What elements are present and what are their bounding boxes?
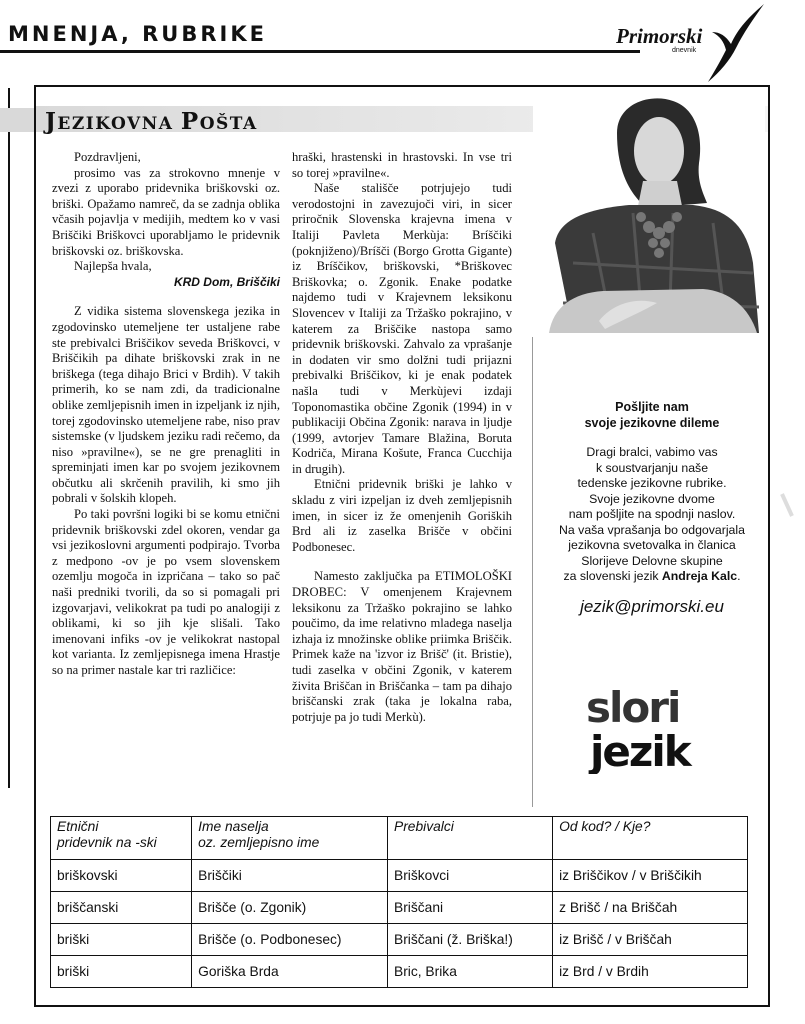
table-header-cell: Ime naselja oz. zemljepisno ime <box>192 817 388 860</box>
table-cell: briščanski <box>51 892 192 924</box>
sidebar-line: k soustvarjanju naše <box>595 460 709 475</box>
table-cell: Briškovci <box>388 860 553 892</box>
answer-paragraph: Po taki površni logiki bi se komu etnični pridevnik briškovski zdel okoren, vendar ga vsi jezikoslovni argumenti podpirajo. Tvorba z medpono -ov je po vsem slovenskem ozemlju mogoča in izpričana – tako so pač naši predniki tvorili, da so si pomagali pri izgovarjavi, velikokrat pa tudi po analogiji z oblikami, ki so jih kje slišali. Tako imenovani infiks -ov je velikokrat nastopal kot varianta. Iz zemljepisnega imena Hrastje so na primer nastale kar tri različice: <box>52 507 280 677</box>
slori-jezik-logo <box>582 684 722 774</box>
table-header-cell: Prebivalci <box>388 817 553 860</box>
author-photo <box>533 93 765 333</box>
table-cell: iz Briščikov / v Briščikih <box>553 860 748 892</box>
table-row <box>51 924 748 956</box>
table-cell: Brišče (o. Zgonik) <box>192 892 388 924</box>
seagull-icon <box>698 2 768 84</box>
table-cell: Briščani <box>388 892 553 924</box>
table-row <box>51 892 748 924</box>
sidebar-line: Dragi bralci, vabimo vas <box>586 445 718 459</box>
column-1 <box>52 150 280 679</box>
sidebar-line: Na vaša vprašanja bo odgovarjala <box>559 522 745 537</box>
sidebar-line: nam pošljite na spodnji naslov. <box>568 507 736 521</box>
left-edge-border <box>0 88 10 788</box>
etymology-paragraph: Namesto zaključka pa ETIMOLOŠKI DROBEC: V omenjenem Krajevnem leksikonu za Tržaško pokrajino se lahko poučimo, da ime relativno mladega naselja izhaja iz množinske oblike priimka Briščik. Primek kaže na 'izvor iz Brišč' (it. Bristie), tudi zaselka v občini Zgonik, v katerem živita Briščan in Briščanka – tam pa dihajo briščanski zrak (taka je lokalna raba, potrjuje pa jo tudi Merkù). <box>292 569 512 724</box>
letter-body: prosimo vas za strokovno mnenje v zvezi z uporabo pridevnika briškovski oz. briški. Opažamo namreč, da se zadnja oblika včasih pojavlja v medijih, medtem ko v vasi Briščiki Briškovci uporabljamo le pridevnik briškovski oz. briškovska. <box>52 165 280 258</box>
answer-paragraph: hraški, hrastenski in hrastovski. In vse tri so torej »pravilne«. <box>292 150 512 180</box>
title-initial-1: J <box>45 108 58 135</box>
title-part-1: EZIKOVNA <box>57 114 181 134</box>
table-header-cell: Od kod? / Kje? <box>553 817 748 860</box>
answer-paragraph: Etnični pridevnik briški je lahko v skladu z viri izpeljan iz dveh zemljepisnih imen, in sicer iz že omenjenih Goriških Brd ali iz zaselka Brišče v občini Podbonesec. <box>292 477 512 554</box>
table-header-row <box>51 817 748 860</box>
table-cell: briški <box>51 956 192 988</box>
answer-paragraph: Z vidika sistema slovenskega jezika in zgodovinsko utemeljene ter ustaljene rabe ste prebivalci Briščikov seveda Briškovci, v Briščikih pa dihate briškovski zrak in ne briškega (tega dihajo Brici v Brdih). V takih primerih, ko se nam zdi, da tradicionalne oblike zemljepisnih imen in izpeljank iz njih, torej zgodovinsko utemeljene rabe, niso prav sistemske (v ljudskem jeziku radi rečemo, da niso »pravilne«), se ne gre prenagliti in spreminjati imen kar po svojem jezikovnem občutku ali skrčenih pravilih, ki smo jih pobrali v šolskih klopeh. <box>52 304 280 506</box>
sidebar-title: Pošljite nam svoje jezikovne dileme <box>584 400 720 430</box>
contact-email[interactable]: jezik@primorski.eu <box>580 596 724 616</box>
article-title <box>45 108 258 135</box>
table-row <box>51 860 748 892</box>
table-header-cell: Etnični pridevnik na -ski <box>51 817 192 860</box>
table-cell: Bric, Brika <box>388 956 553 988</box>
sidebar-line: Svoje jezikovne dvome <box>589 491 715 506</box>
table-cell: iz Brd / v Brdih <box>553 956 748 988</box>
sidebar-line: jezikovna svetovalka in članica <box>568 538 736 552</box>
advisor-name: Andreja Kalc <box>661 569 738 583</box>
page-mark-icon <box>778 490 798 520</box>
sidebar-line: Slorijeve Delovne skupine <box>581 553 723 568</box>
header-rule <box>0 50 640 53</box>
title-part-2: OŠTA <box>199 114 258 134</box>
letter-closing: Najlepša hvala, <box>74 259 152 274</box>
sidebar-divider <box>532 337 533 807</box>
table-cell: briški <box>51 924 192 956</box>
section-title: MNENJA, RUBRIKE <box>8 22 267 46</box>
slori-logo-top: slori <box>586 684 680 732</box>
letter-greeting: Pozdravljeni, <box>74 150 141 164</box>
table-cell: z Brišč / na Briščah <box>553 892 748 924</box>
letter-signature: KRD Dom, Briščiki <box>173 274 280 289</box>
table-cell: iz Brišč / v Briščah <box>553 924 748 956</box>
column-2 <box>292 150 512 725</box>
table-cell: Briščiki <box>192 860 388 892</box>
table-row <box>51 956 748 988</box>
table-cell: Brišče (o. Podbonesec) <box>192 924 388 956</box>
left-grey-band <box>0 108 34 132</box>
sidebar <box>538 400 766 614</box>
sidebar-line: za slovenski jezik Andreja Kalc. <box>563 569 741 583</box>
title-initial-2: P <box>180 108 200 135</box>
newspaper-logo-sub: dnevnik <box>672 47 697 54</box>
table-cell: Goriška Brda <box>192 956 388 988</box>
slori-logo-bottom: jezik <box>590 727 690 774</box>
table-cell: Briščani (ž. Briška!) <box>388 924 553 956</box>
table-cell: briškovski <box>51 860 192 892</box>
place-names-table <box>50 816 748 988</box>
answer-paragraph: Naše stališče potrjujejo tudi verodostojni in zavezujoči viri, in sicer priročnik Slovenska krajevna imena v Italiji Pavleta Merkùja: Bríščiki (poknjiženo)/Bríšči (Borgo Grotta Gigante) iz Bríščikov, briškovski, *Briškovec Briškovka; o. Zgonik. Enake podatke najdemo tudi v Krajevnem leksikonu Slovencev v Italiji za Tržaško pokrajino, v katerem za Briščike nastopa samo pridevnik briškovski. Zahvalo za vprašanje in dodaten vir smo dolžni tudi prijazni prebivalki Briščikov, ki je enak podatek našla tudi v Merkùjevi izdaji Toponomastika občine Zgonik (1994) in v publikaciji Občina Zgonik: narava in ljudje (1999, avtorjev Tamare Blažina, Boruta Kodriča, Mirana Košute, Franca Cucchija in drugih). <box>292 181 512 476</box>
newspaper-logo: Primorski <box>616 24 703 48</box>
sidebar-line: tedenske jezikovne rubrike. <box>577 476 727 490</box>
